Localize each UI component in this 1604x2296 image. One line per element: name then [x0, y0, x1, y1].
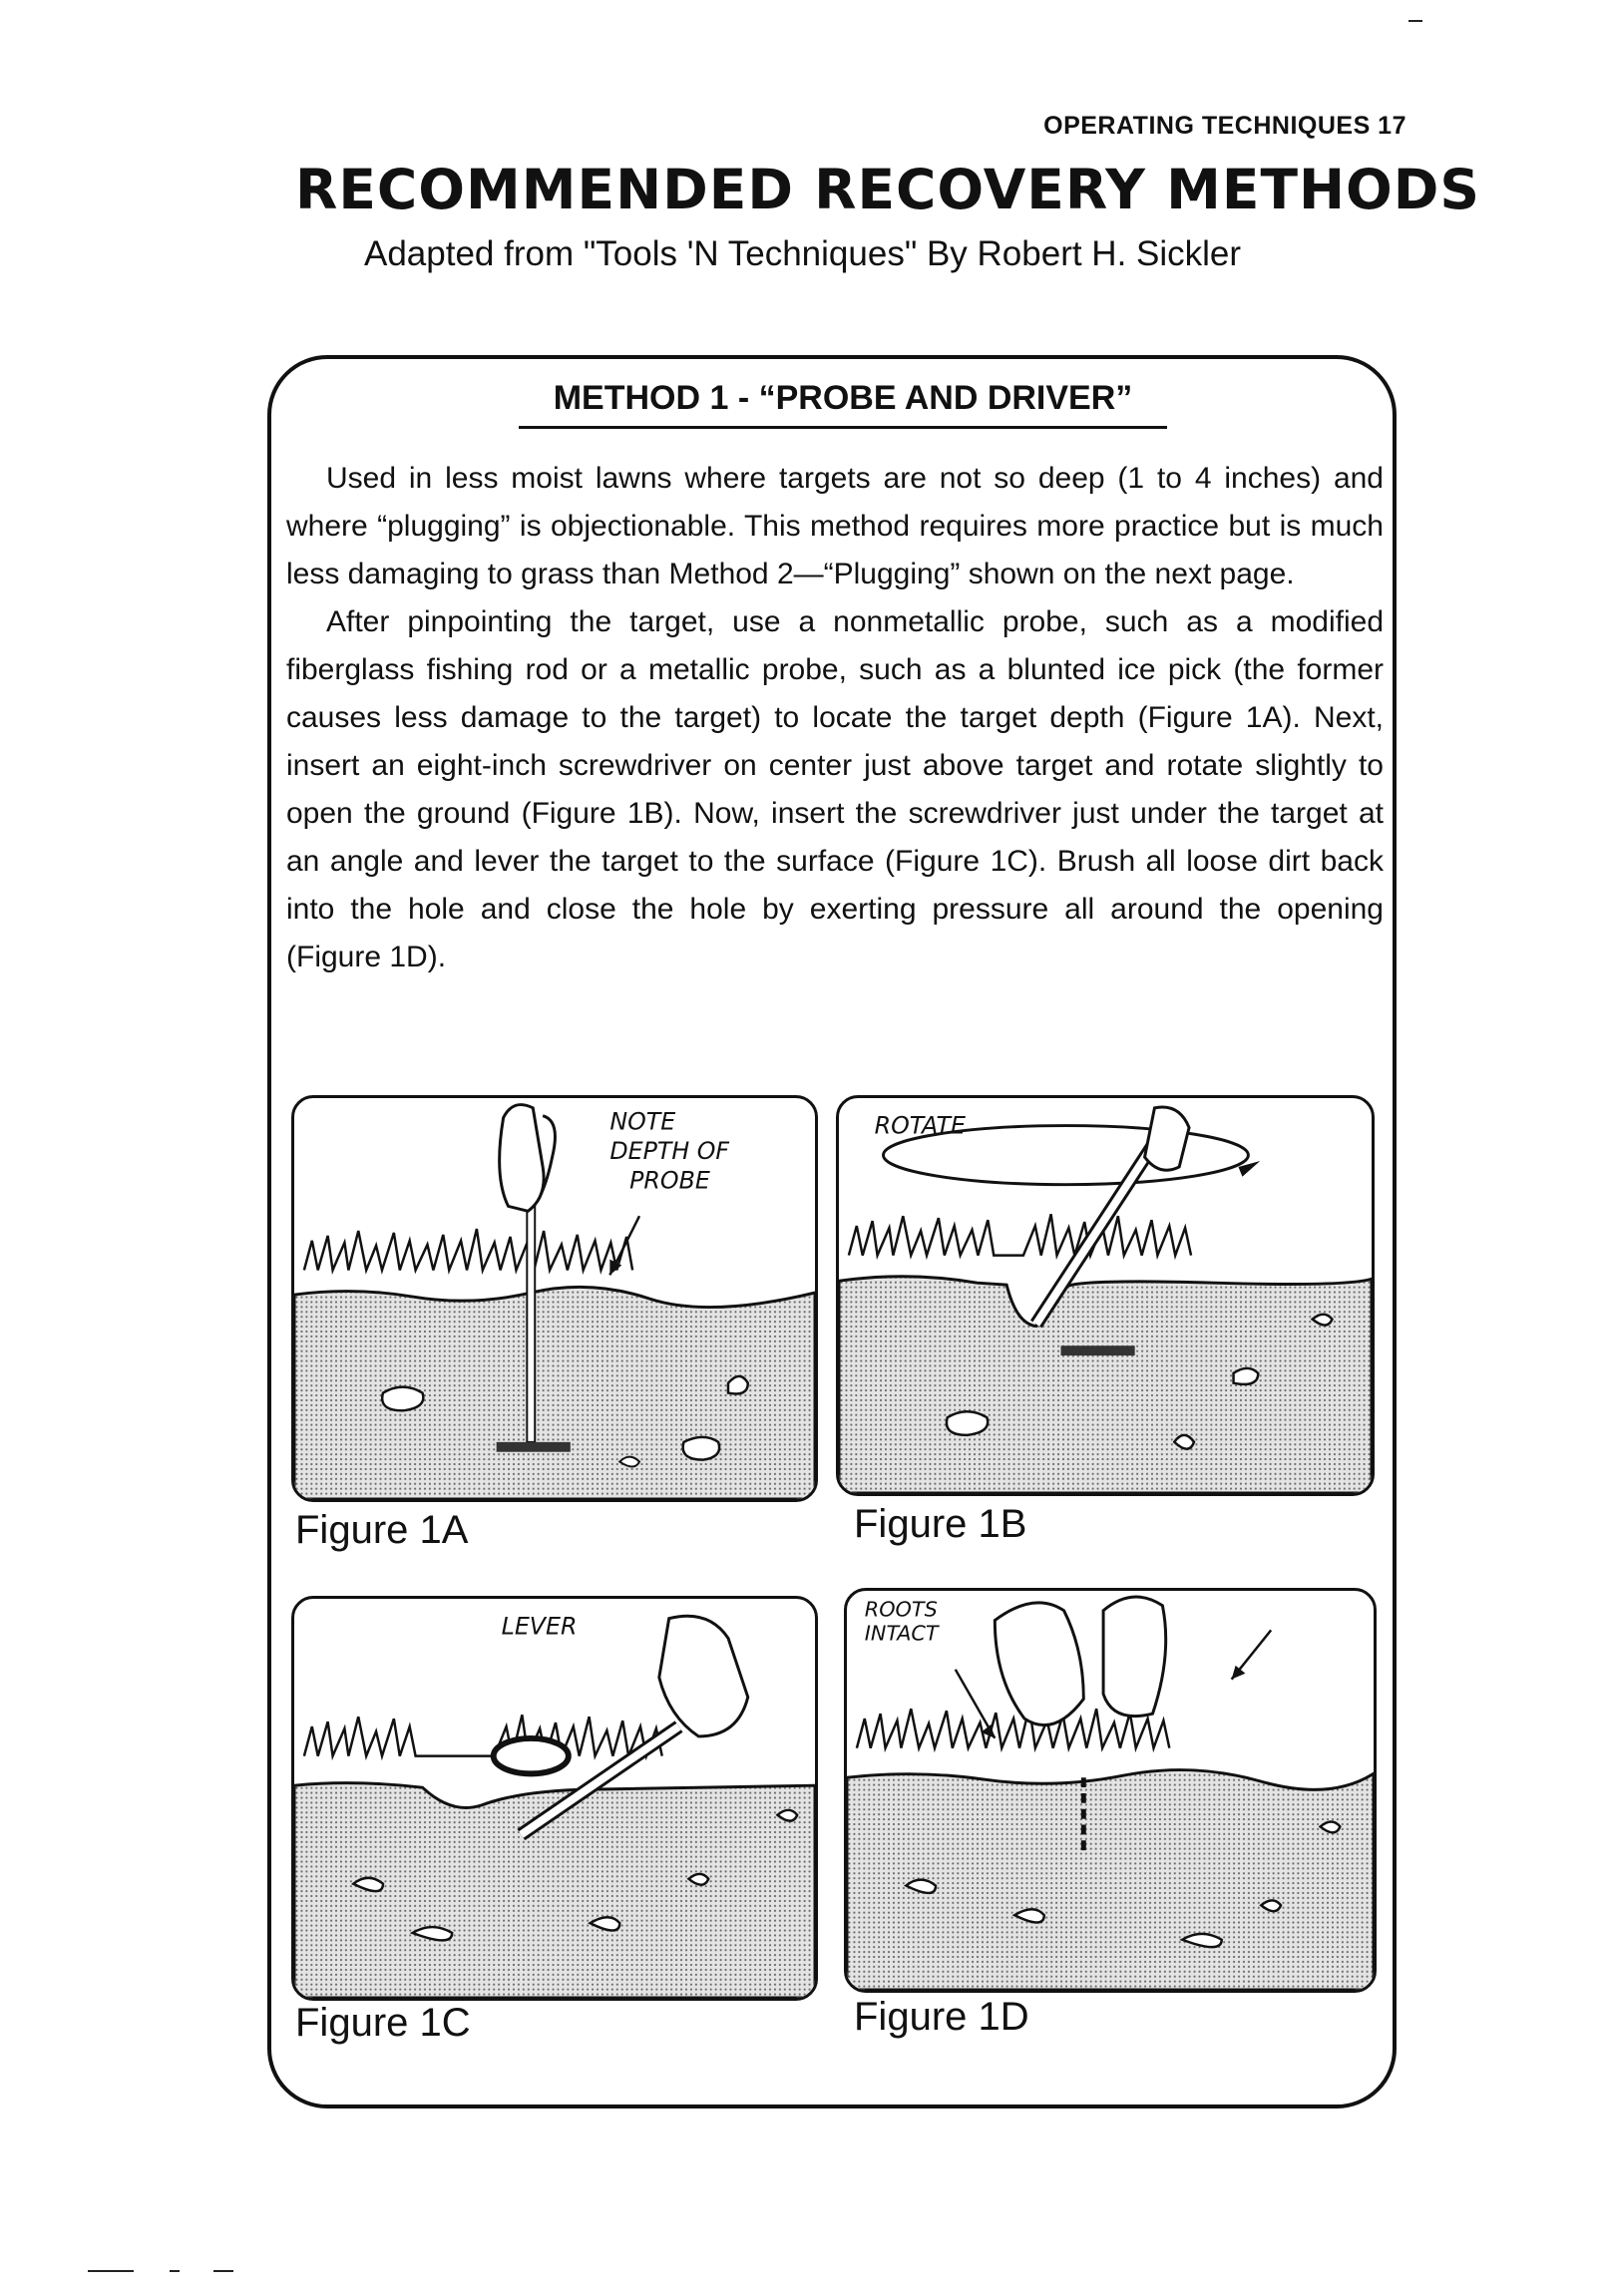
method-description [286, 455, 1384, 981]
figure-1c-caption: Figure 1C [295, 2001, 471, 2045]
figure-1d-caption: Figure 1D [854, 1995, 1029, 2039]
figure-1d-illustration [844, 1588, 1377, 1993]
method-paragraph-1: Used in less moist lawns where targets are not so deep (1 to 4 inches) and where “plugging” is objectionable. This method requires more practice but is much less damaging to grass than Method 2—“Plugging” shown on the next page. [286, 462, 1384, 590]
figure-1c-annotation-1: LEVER [501, 1612, 578, 1641]
scan-speck [213, 2270, 233, 2272]
scan-speck [88, 2270, 134, 2272]
method-title: METHOD 1 - “PROBE AND DRIVER” [519, 379, 1167, 429]
page-title: RECOMMENDED RECOVERY METHODS [295, 158, 1481, 221]
figure-1b-illustration [836, 1095, 1375, 1496]
scan-speck [1408, 20, 1422, 22]
figure-1b-caption: Figure 1B [854, 1502, 1027, 1546]
figure-1a-annotation-2: DEPTH OF [609, 1137, 730, 1166]
figure-1a-annotation-1: NOTE [609, 1107, 676, 1136]
figure-1c-illustration [291, 1596, 818, 2001]
figure-1b-annotation-1: ROTATE [874, 1111, 967, 1140]
figure-1a-annotation-3: PROBE [629, 1166, 710, 1195]
figure-1a-illustration [291, 1095, 818, 1502]
page-subtitle: Adapted from "Tools 'N Techniques" By Robert H. Sickler [364, 234, 1242, 273]
figure-1a-caption: Figure 1A [295, 1508, 469, 1552]
figure-1d-annotation-2: INTACT [864, 1621, 939, 1646]
scan-speck [170, 2270, 180, 2272]
page-header: OPERATING TECHNIQUES 17 [1043, 112, 1406, 140]
figure-1d-annotation-1: ROOTS [864, 1597, 938, 1622]
method-paragraph-2: After pinpointing the target, use a nonmetallic probe, such as a modified fiberglass fishing rod or a metallic probe, such as a blunted ice pick (the former causes less damage to the target) to locate the target depth (Figure 1A). Next, insert an eight-inch screwdriver on center just above target and rotate slightly to open the ground (Figure 1B). Now, insert the screwdriver just under the target at an angle and lever the target to the surface (Figure 1C). Brush all loose dirt back into the hole and close the hole by exerting pressure all around the opening (Figure 1D). [286, 605, 1384, 973]
